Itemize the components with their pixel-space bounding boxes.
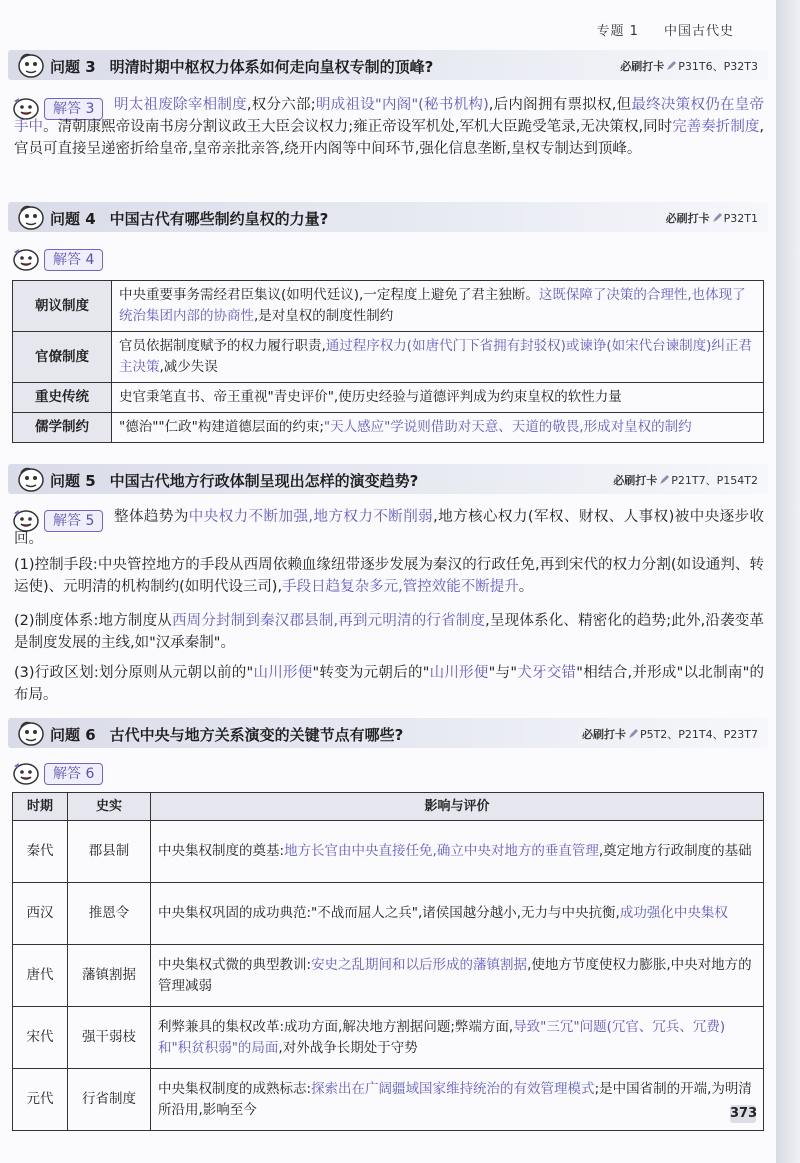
text-segment: "德治""仁政"构建道德层面的约束; (119, 419, 324, 435)
question-3-checkin (620, 58, 758, 74)
table-row (13, 821, 764, 883)
text-segment-highlight: 山川形便 (253, 665, 313, 681)
text-segment: ,呈现体系化、精密化的趋势;此外,沿袭变革是制度发展的主线,如"汉承秦制"。 (14, 613, 764, 651)
question-4-number: 问题 4 (50, 210, 96, 228)
question-3-title-line (50, 56, 433, 77)
answer-face-icon (10, 246, 44, 272)
pen-icon (712, 213, 722, 223)
table-row (13, 332, 764, 383)
question-4-title: 中国古代有哪些制约皇权的力量? (109, 210, 329, 228)
checkin-label: 必刷打卡 (665, 212, 710, 225)
answer-3-text (14, 94, 764, 160)
text-segment-highlight: 完善奏折制度 (672, 119, 760, 135)
row-header: 重史传统 (13, 383, 112, 413)
question-6-title: 古代中央与地方关系演变的关键节点有哪些? (109, 726, 404, 744)
question-5-bar (8, 464, 768, 494)
text-segment: "相结合,并形成"以北制南"的布局。 (14, 665, 765, 703)
pen-icon (659, 475, 669, 485)
text-segment: 中央集权巩固的成功典范:"不战而屈人之兵",诸侯国越分越小,无力与中央抗衡, (158, 905, 620, 921)
running-header (596, 20, 734, 39)
question-6-number: 问题 6 (50, 726, 96, 744)
cell-evaluation (151, 1069, 764, 1131)
cell-fact: 郡县制 (68, 821, 151, 883)
answer-5-pill: 解答 5 (44, 510, 103, 532)
table-row (13, 1007, 764, 1069)
answer-4-table (12, 280, 764, 443)
header-topic: 专题 1 (596, 24, 639, 39)
answer-5-point-2 (14, 610, 764, 654)
table-row (13, 413, 764, 443)
cell-fact: 推恩令 (68, 883, 151, 945)
question-5-checkin (613, 472, 758, 488)
text-segment: 史官秉笔直书、帝王重视"青史评价",使历史经验与道德评判成为约束皇权的软性力量 (119, 389, 622, 405)
pen-icon (666, 61, 676, 71)
answer-3-pill: 解答 3 (44, 98, 103, 120)
page-edge (776, 0, 800, 1163)
cell-evaluation (151, 1007, 764, 1069)
text-segment: 。清朝康熙帝设南书房分割议政王大臣会议权力;雍正帝设军机处,军机大臣跪受笔录,无决策权,同时 (43, 119, 673, 135)
text-segment-highlight: 安史之乱期间和以后形成的藩镇割据 (311, 956, 528, 973)
text-segment: (2)制度体系:地方制度从 (14, 613, 172, 629)
checkin-refs: P21T7、P154T2 (671, 474, 758, 487)
cell-evaluation (151, 945, 764, 1007)
text-segment-highlight: 犬牙交错 (517, 665, 577, 681)
text-segment: 中央集权式微的典型教训: (158, 956, 312, 973)
text-segment-highlight: 中央权力不断加强,地方权力不断削弱 (188, 509, 434, 525)
checkin-refs: P32T1 (723, 212, 758, 225)
checkin-label: 必刷打卡 (613, 474, 658, 487)
cell-fact: 强干弱枝 (68, 1007, 151, 1069)
text-segment-highlight: 导致"三冗"问题(冗官、冗兵、冗费)和"积贫积弱"的局面 (158, 1018, 726, 1056)
table-row (13, 945, 764, 1007)
checkin-label: 必刷打卡 (581, 728, 626, 741)
text-segment: ,后内阁拥有票拟权,但 (488, 97, 632, 113)
text-segment: ,地方核心权力(军权、财权、人事权)被中央逐步收回。 (14, 509, 765, 547)
answer-6-pill: 解答 6 (44, 763, 103, 785)
checkin-label: 必刷打卡 (620, 60, 665, 73)
table-row (13, 383, 764, 413)
row-header: 儒学制约 (13, 413, 112, 443)
text-segment: "转变为元朝后的" (312, 665, 430, 681)
answer-5-point-3 (14, 662, 764, 706)
cell-evaluation (151, 821, 764, 883)
cell-evaluation (151, 883, 764, 945)
table-row (13, 281, 764, 332)
text-segment: ,官员可直接呈递密折给皇帝,皇帝亲批亲答,绕开内阁等中间环节,强化信息垄断,皇权专制达到顶峰。 (14, 119, 764, 157)
text-segment: 。 (518, 579, 534, 595)
row-content (112, 413, 764, 443)
row-header: 朝议制度 (13, 281, 112, 332)
answer-face-icon (10, 760, 44, 786)
text-segment: ;是中国省制的开端,为明清所沿用,影响至今 (158, 1080, 752, 1118)
text-segment: ,权分六部; (246, 97, 316, 113)
text-segment-highlight: 这既保障了决策的合理性,也体现了统治集团内部的协商性 (119, 287, 746, 324)
page-number: 373 (730, 1106, 758, 1121)
column-header-fact: 史实 (68, 793, 151, 821)
cell-fact: 行省制度 (68, 1069, 151, 1131)
text-segment: (1)控制手段:中央管控地方的手段从西周依赖血缘纽带逐步发展为秦汉的行政任免,再到宋代的权力分割(如设通判、转运使)、元明清的机构制约(如明代设三司), (14, 557, 764, 595)
text-segment-highlight: 明太祖废除宰相制度 (114, 97, 247, 113)
thinking-face-icon (16, 203, 46, 231)
text-segment: 中央集权制度的成熟标志: (158, 1080, 312, 1097)
text-segment: ,是对皇权的制度性制约 (254, 308, 394, 324)
text-segment-highlight: 探索出在广阔疆域国家维持统治的有效管理模式 (311, 1080, 595, 1097)
text-segment: 整体趋势为 (114, 509, 189, 525)
cell-period: 唐代 (13, 945, 68, 1007)
cell-period: 宋代 (13, 1007, 68, 1069)
row-content (112, 383, 764, 413)
text-segment: 中央重要事务需经君臣集议(如明代廷议),一定程度上避免了君主独断。 (119, 287, 539, 303)
text-segment-highlight: 山川形便 (429, 665, 489, 681)
question-5-title: 中国古代地方行政体制呈现出怎样的演变趋势? (109, 472, 419, 490)
text-segment-highlight: 地方长官由中央直接任免,确立中央对地方的垂直管理 (284, 843, 599, 859)
text-segment-highlight: 通过程序权力(如唐代门下省拥有封驳权)或谏诤(如宋代台谏制度)纠正君主决策 (119, 338, 752, 375)
text-segment: 中央集权制度的奠基: (158, 843, 285, 859)
table-row (13, 883, 764, 945)
column-header-evaluation: 影响与评价 (151, 793, 764, 821)
thinking-face-icon (16, 719, 46, 747)
text-segment-highlight: 明成祖设"内阁"(秘书机构) (315, 97, 489, 113)
question-3-bar (8, 50, 768, 80)
question-5-title-line (50, 470, 418, 491)
answer-6-table (12, 792, 764, 1131)
pen-icon (628, 729, 638, 739)
checkin-refs: P5T2、P21T4、P23T7 (639, 728, 758, 741)
cell-period: 西汉 (13, 883, 68, 945)
question-6-bar (8, 718, 768, 748)
cell-period: 元代 (13, 1069, 68, 1131)
text-segment: ,减少失误 (159, 359, 218, 375)
row-header: 官僚制度 (13, 332, 112, 383)
thinking-face-icon (16, 51, 46, 79)
table-row (13, 1069, 764, 1131)
text-segment: ,使地方节度使权力膨胀,中央对地方的管理减弱 (158, 956, 752, 994)
column-header-period: 时期 (13, 793, 68, 821)
text-segment: 官员依据制度赋予的权力履行职责, (119, 338, 326, 354)
question-6-checkin (582, 726, 758, 742)
question-4-checkin (666, 210, 758, 226)
text-segment-highlight: 成功强化中央集权 (619, 905, 728, 921)
text-segment: 利弊兼具的集权改革:成功方面,解决地方割据问题;弊端方面, (158, 1018, 514, 1035)
text-segment: ,对外战争长期处于守势 (278, 1039, 418, 1056)
answer-4-pill: 解答 4 (44, 249, 103, 271)
question-4-title-line (50, 208, 328, 229)
thinking-face-icon (16, 465, 46, 493)
row-content (112, 332, 764, 383)
table-header-row (13, 793, 764, 821)
header-title: 中国古代史 (663, 24, 734, 39)
cell-period: 秦代 (13, 821, 68, 883)
cell-fact: 藩镇割据 (68, 945, 151, 1007)
text-segment: "与" (488, 665, 518, 681)
text-segment-highlight: 西周分封制到秦汉郡县制,再到元明清的行省制度 (171, 613, 486, 629)
row-content (112, 281, 764, 332)
answer-5-summary (14, 506, 764, 550)
text-segment-highlight: 手段日趋复杂多元,管控效能不断提升 (282, 579, 519, 595)
text-segment: ,奠定地方行政制度的基础 (598, 843, 752, 859)
question-4-bar (8, 202, 768, 232)
checkin-refs: P31T6、P32T3 (678, 60, 758, 73)
question-5-number: 问题 5 (50, 472, 96, 490)
text-segment: (3)行政区划:划分原则从元朝以前的" (14, 665, 254, 681)
text-segment-highlight: 最终决策权仍在皇帝手中 (14, 97, 765, 135)
question-3-title: 明清时期中枢权力体系如何走向皇权专制的顶峰? (109, 58, 434, 76)
text-segment-highlight: "天人感应"学说则借助对天意、天道的敬畏,形成对皇权的制约 (323, 419, 692, 435)
question-6-title-line (50, 724, 403, 745)
answer-5-point-1 (14, 554, 764, 598)
question-3-number: 问题 3 (50, 58, 96, 76)
